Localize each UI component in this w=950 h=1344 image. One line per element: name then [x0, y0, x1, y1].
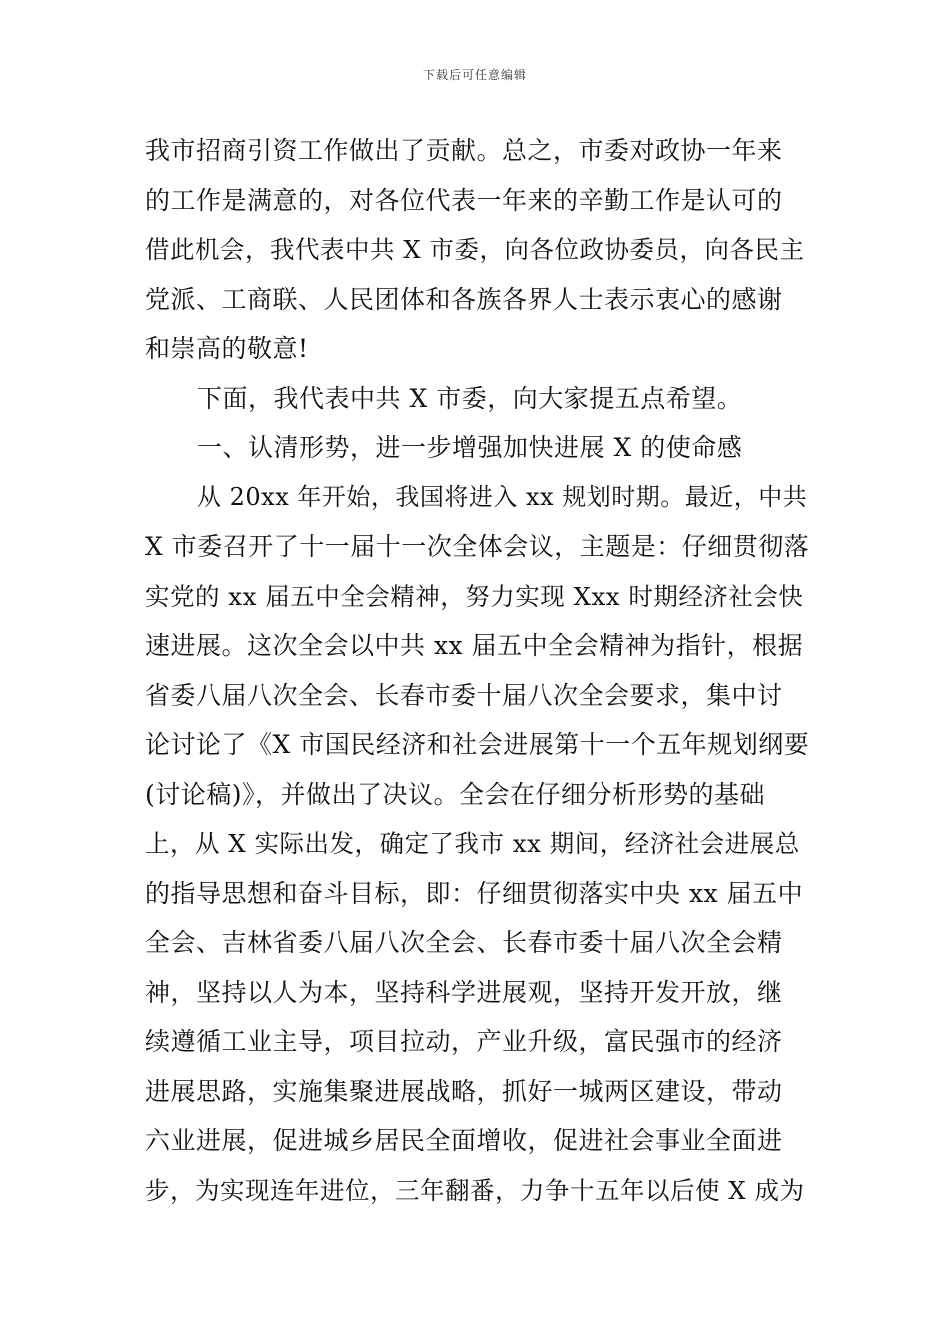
- text-line: 上，从 X 实际出发，确定了我市 xx 期间，经济社会进展总: [145, 829, 800, 858]
- text-line: 借此机会，我代表中共 X 市委，向各位政协委员，向各民主: [145, 235, 805, 264]
- text-line: 神，坚持以人为本，坚持科学进展观，坚持开发开放，继: [145, 977, 783, 1007]
- page-header: 下载后可任意编辑: [422, 68, 527, 82]
- text-line: 论讨论了《X 市国民经济和社会进展第十一个五年规划纲要: [145, 730, 810, 759]
- text-line: 一、认清形势，进一步增强加快进展 X 的使命感: [197, 433, 743, 462]
- text-line: 下面，我代表中共 X 市委，向大家提五点希望。: [197, 383, 743, 413]
- text-line: 六业进展，促进城乡居民全面增收，促进社会事业全面进: [145, 1126, 783, 1155]
- text-line: 步，为实现连年进位，三年翻番，力争十五年以后使 X 成为: [145, 1175, 805, 1205]
- text-line: 我市招商引资工作做出了贡献。总之，市委对政协一年来: [145, 136, 783, 165]
- text-line: 速进展。这次全会以中共 xx 届五中全会精神为指针，根据: [145, 631, 804, 660]
- text-line: 从 20xx 年开始，我国将进入 xx 规划时期。最近，中共: [197, 482, 808, 511]
- body-text: [145, 126, 810, 1215]
- text-line: 省委八届八次全会、长春市委十届八次全会要求，集中讨: [145, 680, 783, 710]
- text-line: 和崇高的敬意!: [145, 334, 309, 363]
- text-line: (讨论稿)》，并做出了决议。全会在仔细分析形势的基础: [145, 779, 766, 809]
- text-line: 全会、吉林省委八届八次全会、长春市委十届八次全会精: [145, 928, 783, 957]
- text-line: X 市委召开了十一届十一次全体会议，主题是：仔细贯彻落: [145, 532, 810, 561]
- text-line: 实党的 xx 届五中全会精神，努力实现 Xxx 时期经济社会快: [145, 581, 804, 611]
- text-line: 党派、工商联、人民团体和各族各界人士表示衷心的感谢: [145, 284, 783, 314]
- text-line: 续遵循工业主导，项目拉动，产业升级，富民强市的经济: [145, 1027, 783, 1056]
- text-line: 的指导思想和奋斗目标，即：仔细贯彻落实中央 xx 届五中: [145, 878, 804, 908]
- text-line: 的工作是满意的，对各位代表一年来的辛勤工作是认可的: [145, 185, 783, 215]
- text-line: 进展思路，实施集聚进展战略，抓好一城两区建设，带动: [145, 1076, 783, 1106]
